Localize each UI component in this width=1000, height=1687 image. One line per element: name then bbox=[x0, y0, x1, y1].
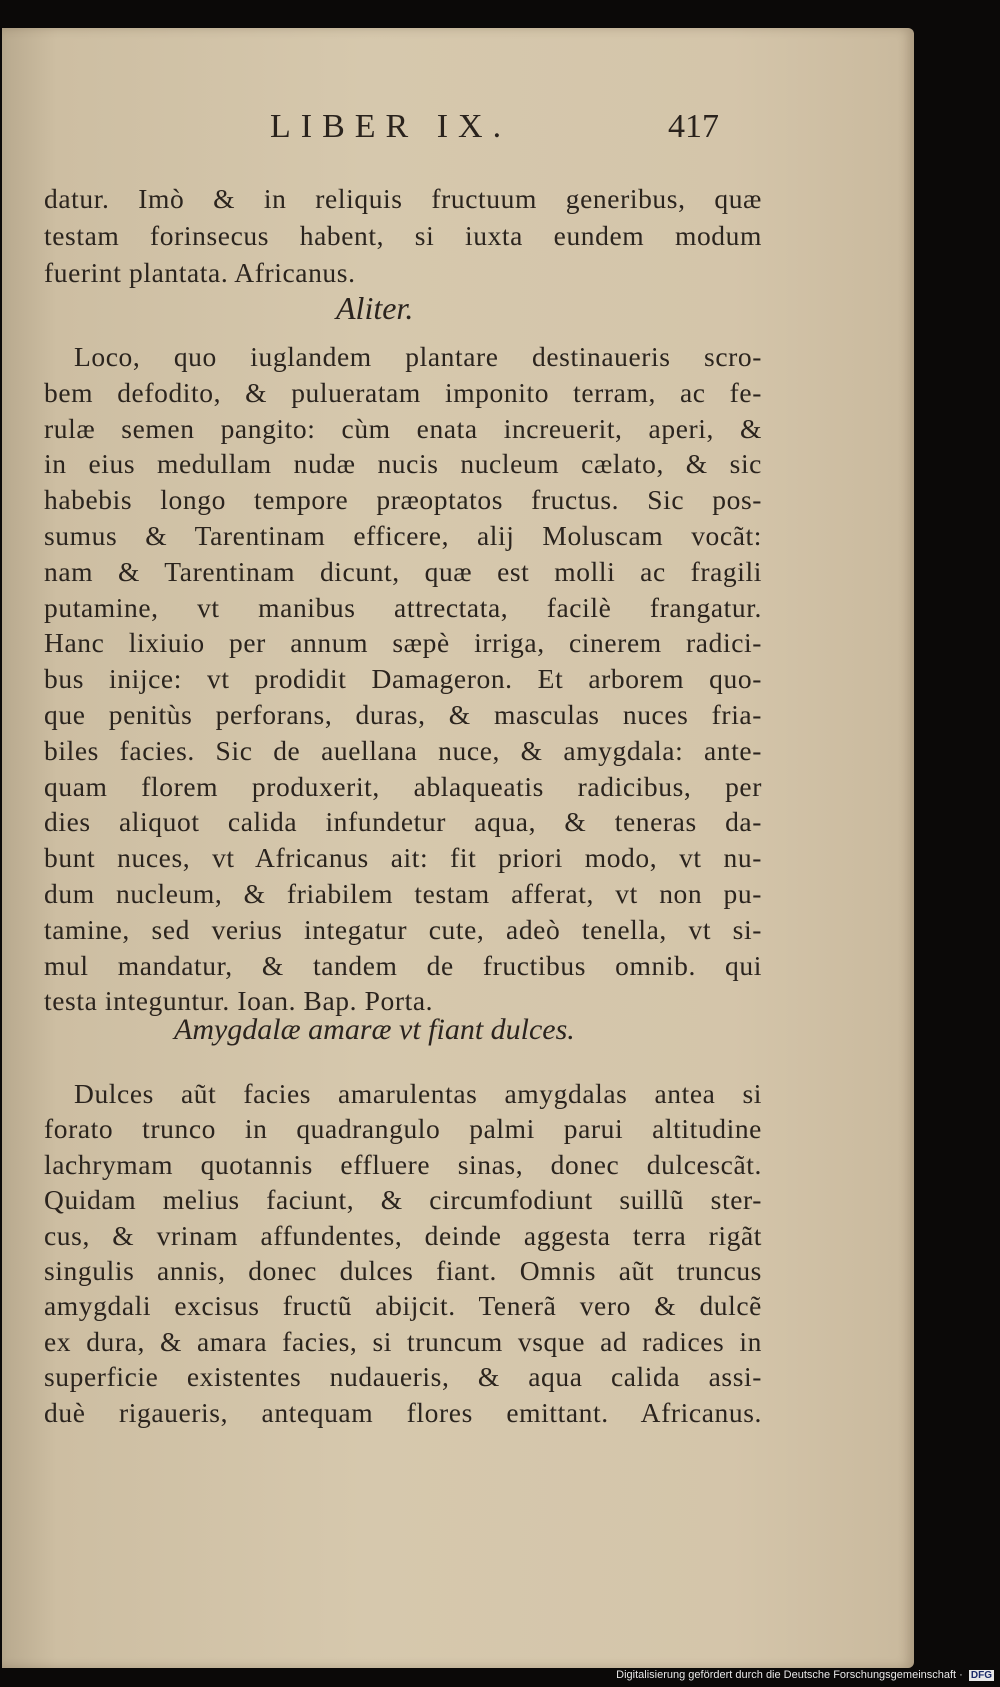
text-line: amygdali excisus fructũ abijcit. Tenerã vero & dulcẽ bbox=[44, 1290, 762, 1322]
text-line: habebis longo tempore præoptatos fructus. Sic pos- bbox=[44, 484, 762, 516]
text-line: fuerint plantata. Africanus. bbox=[44, 257, 356, 288]
text-line: singulis annis, donec dulces fiant. Omnis aũt truncus bbox=[44, 1254, 762, 1286]
dfg-logo: DFG bbox=[970, 1670, 992, 1681]
text-line: ex dura, & amara facies, si truncum vsque ad radices in bbox=[44, 1325, 762, 1357]
paragraph-1 bbox=[44, 180, 762, 291]
section-heading: Aliter. bbox=[336, 290, 414, 326]
credit-text: Digitalisierung gefördert durch die Deutsche Forschungsgemeinschaft · bbox=[616, 1669, 963, 1681]
text-line: biles facies. Sic de auellana nuce, & amygdala: ante- bbox=[44, 734, 762, 766]
text-line: tamine, sed verius integatur cute, adeò tenella, vt si- bbox=[44, 913, 762, 945]
text-line: dies aliquot calida infundetur aqua, & teneras da- bbox=[44, 806, 762, 838]
text-line: testa integuntur. Ioan. Bap. Porta. bbox=[44, 985, 434, 1017]
text-line: Quidam melius faciunt, & circumfodiunt suillũ ster- bbox=[44, 1184, 762, 1216]
text-line: Hanc lixiuio per annum sæpè irriga, cinerem radici- bbox=[44, 627, 762, 659]
text-line: dum nucleum, & friabilem testam afferat, vt non pu- bbox=[44, 877, 762, 909]
text-line: cus, & vrinam affundentes, deinde aggesta terra rigãt bbox=[44, 1219, 762, 1251]
text-line: mul mandatur, & tandem de fructibus omnib. qui bbox=[44, 949, 762, 981]
book-page bbox=[2, 28, 914, 1668]
text-line: putamine, vt manibus attrectata, facilè frangatur. bbox=[44, 591, 762, 623]
page-number: 417 bbox=[668, 108, 719, 145]
text-line: in eius medullam nudæ nucis nucleum cælato, & sic bbox=[44, 448, 762, 480]
text-line: Dulces aũt facies amarulentas amygdalas antea si bbox=[74, 1078, 762, 1109]
text-line: duè rigaueris, antequam flores emittant. Africanus. bbox=[44, 1396, 762, 1428]
text-line: rulæ semen pangito: cùm enata increuerit, aperi, & bbox=[44, 412, 762, 444]
text-line: quam florem produxerit, ablaqueatis radicibus, per bbox=[44, 770, 762, 802]
text-line: lachrymam quotannis effluere sinas, donec dulcescãt. bbox=[44, 1148, 762, 1180]
text-line: nam & Tarentinam dicunt, quæ est molli ac fragili bbox=[44, 555, 762, 587]
text-line: superficie existentes nudaueris, & aqua calida assi- bbox=[44, 1361, 762, 1393]
text-line: forato trunco in quadrangulo palmi parui altitudine bbox=[44, 1113, 762, 1145]
digitization-credit bbox=[616, 1669, 994, 1681]
text-line: bunt nuces, vt Africanus ait: fit priori modo, vt nu- bbox=[44, 842, 762, 874]
paragraph-2 bbox=[44, 339, 762, 1019]
section-heading: Amygdalæ amaræ vt fiant dulces. bbox=[174, 1013, 575, 1046]
running-head bbox=[2, 108, 914, 158]
text-line: bus inijce: vt prodidit Damageron. Et arborem quo- bbox=[44, 663, 762, 695]
text-line: bem defodito, & pulueratam imponito terram, ac fe- bbox=[44, 376, 762, 408]
text-line: sumus & Tarentinam efficere, alij Moluscam vocãt: bbox=[44, 519, 762, 551]
running-title: LIBER IX. bbox=[270, 108, 512, 145]
text-line: datur. Imò & in reliquis fructuum generibus, quæ bbox=[44, 183, 762, 214]
text-line: que penitùs perforans, duras, & masculas nuces fria- bbox=[44, 698, 762, 730]
text-line: testam forinsecus habent, si iuxta eundem modum bbox=[44, 220, 762, 251]
text-line: Loco, quo iuglandem plantare destinaueris scro- bbox=[74, 341, 762, 372]
paragraph-3 bbox=[44, 1076, 762, 1430]
